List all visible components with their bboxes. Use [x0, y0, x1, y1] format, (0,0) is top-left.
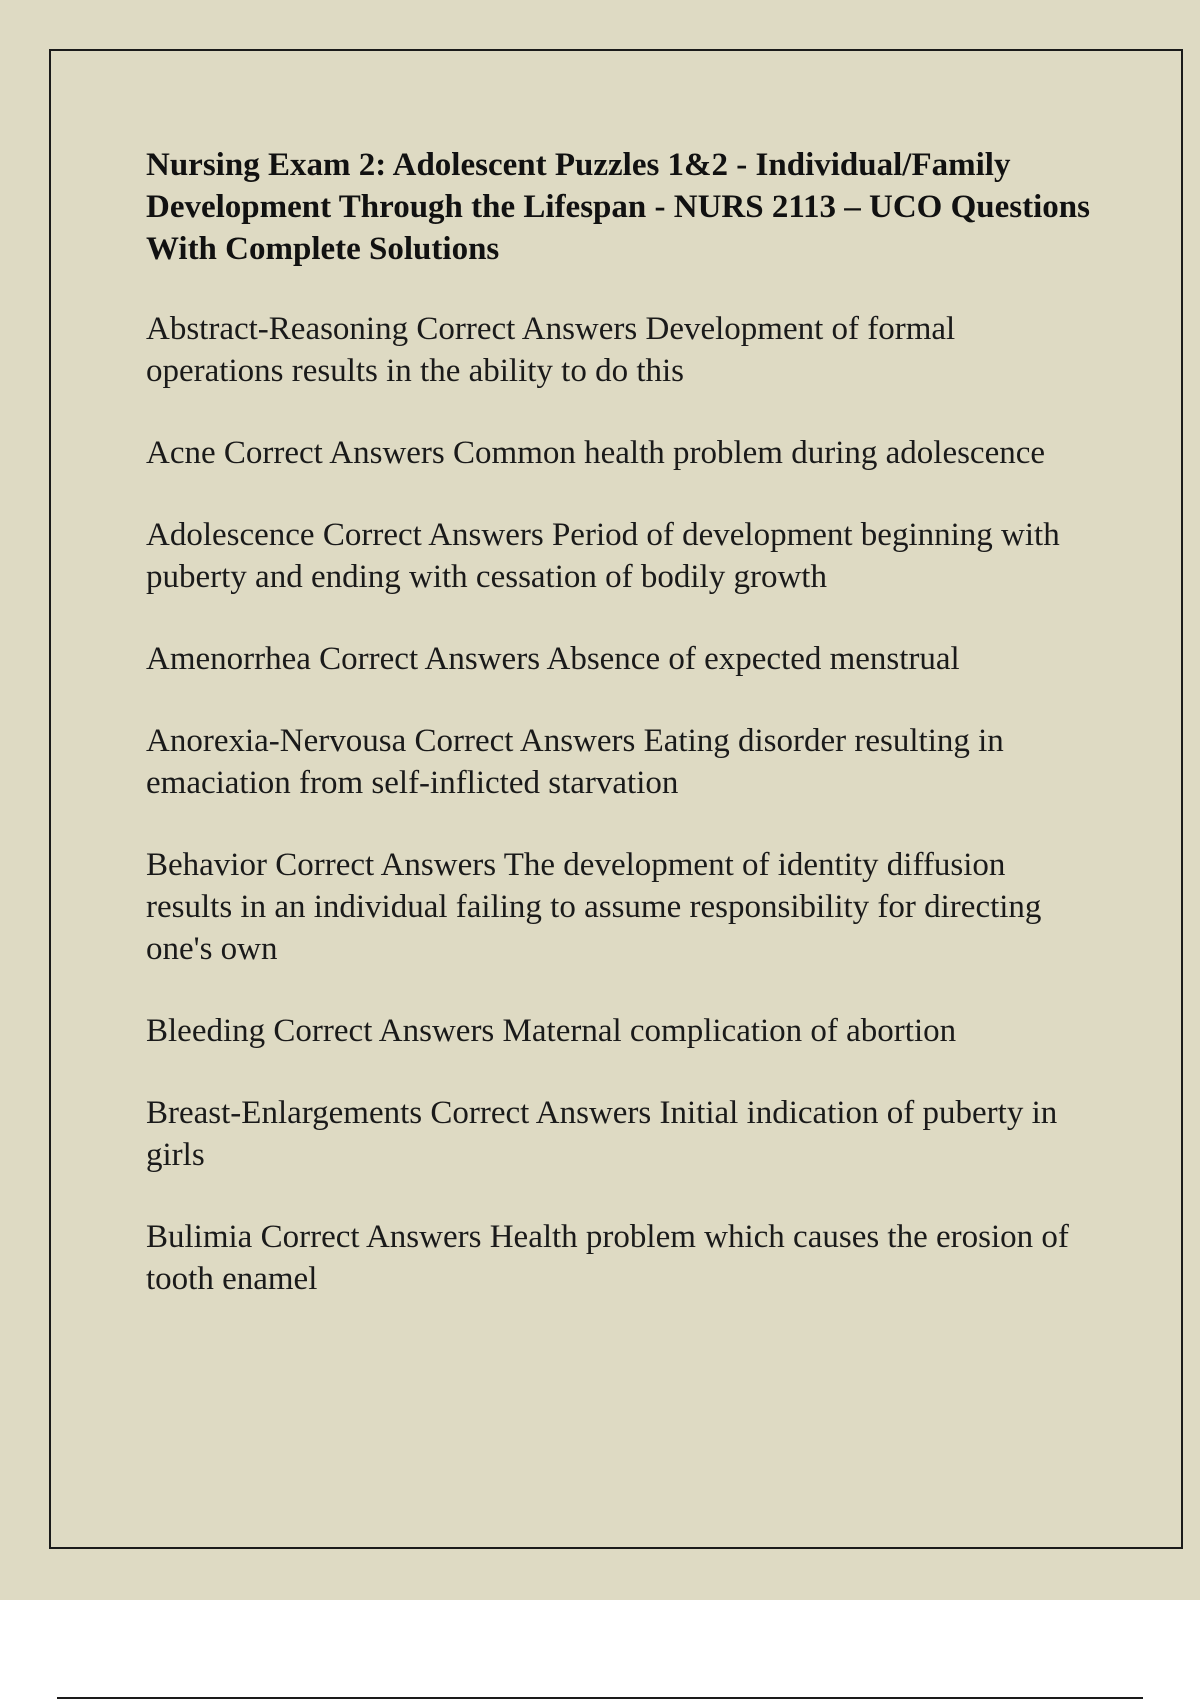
entry-definition: Initial indication of puberty in girls [146, 1095, 1066, 1173]
entry-term: Anorexia-Nervousa [146, 723, 407, 759]
entry-separator: Correct Answers [416, 311, 638, 347]
entry-separator: Correct Answers [319, 641, 541, 677]
entry-term: Abstract-Reasoning [146, 311, 409, 347]
entry-definition: Period of development beginning with puberty and ending with cessation of bodily growth [146, 517, 1068, 595]
entry-separator: Correct Answers [260, 1219, 482, 1255]
document-title: Nursing Exam 2: Adolescent Puzzles 1&2 - Individual/Family Development Through the Lifespan - NURS 2113 – UCO Questions With Complete Solutions [146, 147, 1090, 267]
entry-term: Bleeding [146, 1013, 266, 1049]
entry-separator: Correct Answers [273, 1013, 495, 1049]
qa-entry [146, 308, 1096, 392]
entry-separator: Correct Answers [430, 1095, 652, 1131]
entry-term: Adolescence [146, 517, 315, 553]
entry-definition: Health problem which causes the erosion of tooth enamel [146, 1219, 1078, 1297]
entry-definition: Maternal complication of abortion [502, 1013, 957, 1049]
qa-entry [146, 1216, 1096, 1300]
qa-entry [146, 1010, 1096, 1052]
entry-term: Acne [146, 435, 216, 471]
entry-separator: Correct Answers [322, 517, 544, 553]
qa-entry [146, 1092, 1096, 1176]
entry-definition: Absence of expected menstrual [546, 641, 960, 677]
document-content [146, 144, 1096, 1340]
entry-separator: Correct Answers [223, 435, 445, 471]
entry-term: Breast-Enlargements [146, 1095, 423, 1131]
entry-term: Amenorrhea [146, 641, 311, 677]
qa-entry [146, 432, 1096, 474]
qa-entry [146, 514, 1096, 598]
entry-definition: Eating disorder resulting in emaciation from self-inflicted starvation [146, 723, 1013, 801]
entry-definition: Development of formal operations results in the ability to do this [146, 311, 964, 389]
qa-entry [146, 638, 1096, 680]
qa-entry [146, 844, 1096, 970]
qa-entry [146, 720, 1096, 804]
entry-term: Bulimia [146, 1219, 253, 1255]
entry-separator: Correct Answers [414, 723, 636, 759]
page-bottom-rule [57, 1697, 1143, 1699]
entry-definition: The development of identity diffusion results in an individual failing to assume responsibility for directing one's own [146, 847, 1050, 967]
entry-definition: Common health problem during adolescence [453, 435, 1046, 471]
entry-term: Behavior [146, 847, 267, 883]
entry-separator: Correct Answers [275, 847, 497, 883]
